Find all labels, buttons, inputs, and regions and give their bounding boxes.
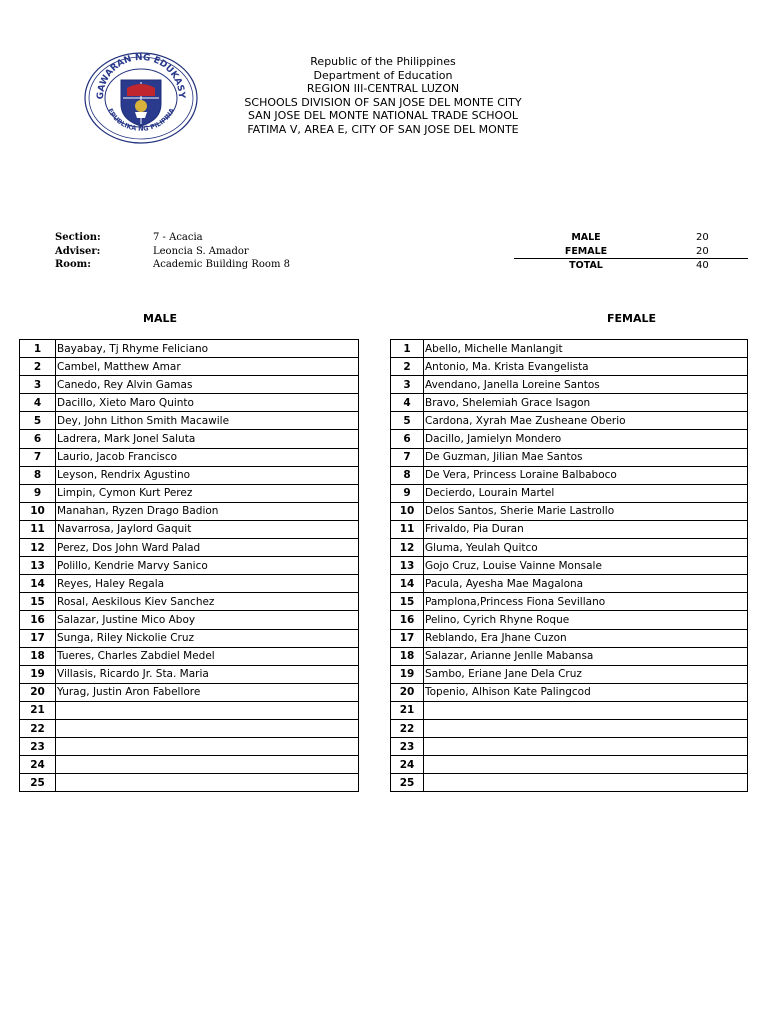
table-row [20,376,359,394]
table-row [20,683,359,701]
row-number: 25 [20,774,56,792]
row-number: 13 [391,557,424,575]
table-row [391,484,748,502]
student-name: Pelino, Cyrich Rhyne Roque [424,611,748,629]
row-number: 11 [20,520,56,538]
row-number: 12 [20,539,56,557]
male-total-row [514,231,748,245]
student-name [56,738,359,756]
student-name [56,701,359,719]
grand-total-label: TOTAL [569,260,603,271]
table-row [391,557,748,575]
table-row [20,593,359,611]
student-name: Canedo, Rey Alvin Gamas [56,376,359,394]
student-name: Navarrosa, Jaylord Gaquit [56,520,359,538]
row-number: 10 [391,502,424,520]
row-number: 20 [20,683,56,701]
row-number: 21 [391,701,424,719]
table-row [391,774,748,792]
table-row [391,520,748,538]
table-row [20,412,359,430]
table-row [391,394,748,412]
table-row [20,520,359,538]
student-name: De Vera, Princess Loraine Balbaboco [424,466,748,484]
table-row [391,376,748,394]
student-name: Decierdo, Lourain Martel [424,484,748,502]
row-number: 14 [391,575,424,593]
row-number: 21 [20,701,56,719]
table-row [20,557,359,575]
row-number: 8 [20,466,56,484]
male-total-label: MALE [571,232,601,243]
student-name: Leyson, Rendrix Agustino [56,466,359,484]
table-row [20,647,359,665]
info-values [153,231,290,272]
row-number: 9 [20,484,56,502]
row-number: 1 [391,340,424,358]
student-name: Manahan, Ryzen Drago Badion [56,502,359,520]
table-row [20,448,359,466]
section-value: 7 - Acacia [153,232,203,243]
student-name: Antonio, Ma. Krista Evangelista [424,358,748,376]
row-number: 13 [20,557,56,575]
student-name: Sambo, Eriane Jane Dela Cruz [424,665,748,683]
row-number: 22 [20,719,56,737]
row-number: 11 [391,520,424,538]
female-total-row [514,245,748,259]
table-row [391,756,748,774]
student-name: Dacillo, Xieto Maro Quinto [56,394,359,412]
student-name [424,756,748,774]
header-line: REGION III-CENTRAL LUZON [306,82,460,95]
grand-total-value: 40 [696,260,709,271]
student-name: Tueres, Charles Zabdiel Medel [56,647,359,665]
male-total-value: 20 [696,232,709,243]
student-name [424,738,748,756]
row-number: 16 [20,611,56,629]
table-row [391,593,748,611]
row-number: 25 [391,774,424,792]
student-name [424,701,748,719]
row-number: 2 [391,358,424,376]
table-row [20,575,359,593]
row-number: 18 [20,647,56,665]
table-row [391,665,748,683]
table-row [391,738,748,756]
table-row [20,484,359,502]
row-number: 4 [20,394,56,412]
student-name: Topenio, Alhison Kate Palingcod [424,683,748,701]
row-number: 17 [391,629,424,647]
table-row [391,539,748,557]
student-name: Perez, Dos John Ward Palad [56,539,359,557]
row-number: 5 [20,412,56,430]
table-row [20,430,359,448]
student-name [56,756,359,774]
header-line: SAN JOSE DEL MONTE NATIONAL TRADE SCHOOL [248,109,518,122]
table-row [20,340,359,358]
table-row [391,358,748,376]
table-row [20,701,359,719]
header-line: SCHOOLS DIVISION OF SAN JOSE DEL MONTE CITY [244,95,522,109]
table-row [20,466,359,484]
table-row [20,394,359,412]
section-label: Section: [55,232,101,243]
table-row [391,719,748,737]
gender-totals [514,231,748,273]
student-name: Reblando, Era Jhane Cuzon [424,629,748,647]
student-name [424,774,748,792]
row-number: 9 [391,484,424,502]
row-number: 24 [391,756,424,774]
student-name: Rosal, Aeskilous Kiev Sanchez [56,593,359,611]
row-number: 24 [20,756,56,774]
student-name: Cardona, Xyrah Mae Zusheane Oberio [424,412,748,430]
table-row [391,647,748,665]
header-line: Republic of the Philippines [310,55,456,68]
female-roster-table [390,339,748,792]
header-line: Department of Education [313,68,453,82]
table-row [391,340,748,358]
student-name: Avendano, Janella Loreine Santos [424,376,748,394]
row-number: 2 [20,358,56,376]
table-row [20,358,359,376]
row-number: 19 [20,665,56,683]
student-name: Yurag, Justin Aron Fabellore [56,683,359,701]
row-number: 15 [391,593,424,611]
student-name: Salazar, Arianne Jenlle Mabansa [424,647,748,665]
student-name: Reyes, Haley Regala [56,575,359,593]
male-roster-table [19,339,359,792]
row-number: 3 [20,376,56,394]
row-number: 8 [391,466,424,484]
room-value: Academic Building Room 8 [153,259,290,270]
row-number: 1 [20,340,56,358]
table-row [391,683,748,701]
table-row [20,539,359,557]
table-row [20,629,359,647]
student-name: Sunga, Riley Nickolie Cruz [56,629,359,647]
student-name: De Guzman, Jilian Mae Santos [424,448,748,466]
student-name: Villasis, Ricardo Jr. Sta. Maria [56,665,359,683]
student-name [424,719,748,737]
table-row [20,611,359,629]
female-total-value: 20 [696,245,709,257]
student-name [56,719,359,737]
row-number: 7 [391,448,424,466]
student-name [56,774,359,792]
row-number: 23 [391,738,424,756]
table-row [391,629,748,647]
row-number: 23 [20,738,56,756]
table-row [20,502,359,520]
table-row [391,412,748,430]
student-name: Salazar, Justine Mico Aboy [56,611,359,629]
student-name: Pamplona,Princess Fiona Sevillano [424,593,748,611]
student-name: Frivaldo, Pia Duran [424,520,748,538]
row-number: 5 [391,412,424,430]
student-name: Pacula, Ayesha Mae Magalona [424,575,748,593]
female-list-title: FEMALE [607,312,657,325]
room-label: Room: [55,259,91,270]
student-name: Ladrera, Mark Jonel Saluta [56,430,359,448]
student-name: Bravo, Shelemiah Grace Isagon [424,394,748,412]
row-number: 22 [391,719,424,737]
table-row [391,611,748,629]
row-number: 18 [391,647,424,665]
table-row [20,719,359,737]
student-name: Gluma, Yeulah Quitco [424,539,748,557]
male-list-title: MALE [143,312,177,325]
row-number: 4 [391,394,424,412]
row-number: 6 [391,430,424,448]
row-number: 17 [20,629,56,647]
student-name: Polillo, Kendrie Marvy Sanico [56,557,359,575]
table-row [391,466,748,484]
student-name: Limpin, Cymon Kurt Perez [56,484,359,502]
adviser-label: Adviser: [55,245,101,257]
table-row [20,756,359,774]
student-name: Dacillo, Jamielyn Mondero [424,430,748,448]
student-name: Gojo Cruz, Louise Vainne Monsale [424,557,748,575]
row-number: 14 [20,575,56,593]
row-number: 15 [20,593,56,611]
row-number: 6 [20,430,56,448]
table-row [391,701,748,719]
school-header [200,55,566,136]
svg-text:KAGAWARAN NG EDUKASYON: GAWARAN NG EDUKASY [95,52,187,100]
student-name: Abello, Michelle Manlangit [424,340,748,358]
table-row [391,430,748,448]
female-total-label: FEMALE [564,245,608,257]
grand-total-row [514,258,748,273]
info-labels [55,231,101,272]
table-row [20,665,359,683]
table-row [391,502,748,520]
student-name: Dey, John Lithon Smith Macawile [56,412,359,430]
student-name: Bayabay, Tj Rhyme Feliciano [56,340,359,358]
row-number: 16 [391,611,424,629]
student-name: Delos Santos, Sherie Marie Lastrollo [424,502,748,520]
adviser-value: Leoncia S. Amador [153,245,249,257]
table-row [20,738,359,756]
student-name: Laurio, Jacob Francisco [56,448,359,466]
row-number: 7 [20,448,56,466]
row-number: 3 [391,376,424,394]
table-row [391,575,748,593]
student-name: Cambel, Matthew Amar [56,358,359,376]
table-row [391,448,748,466]
row-number: 20 [391,683,424,701]
header-line: FATIMA V, AREA E, CITY OF SAN JOSE DEL MONTE [247,122,519,136]
deped-seal-logo [83,52,199,144]
row-number: 10 [20,502,56,520]
svg-text:REPUBLIKA NG PILIPINAS: EPUBLIKA NG PILIPINA [105,106,177,133]
table-row [20,774,359,792]
row-number: 19 [391,665,424,683]
row-number: 12 [391,539,424,557]
